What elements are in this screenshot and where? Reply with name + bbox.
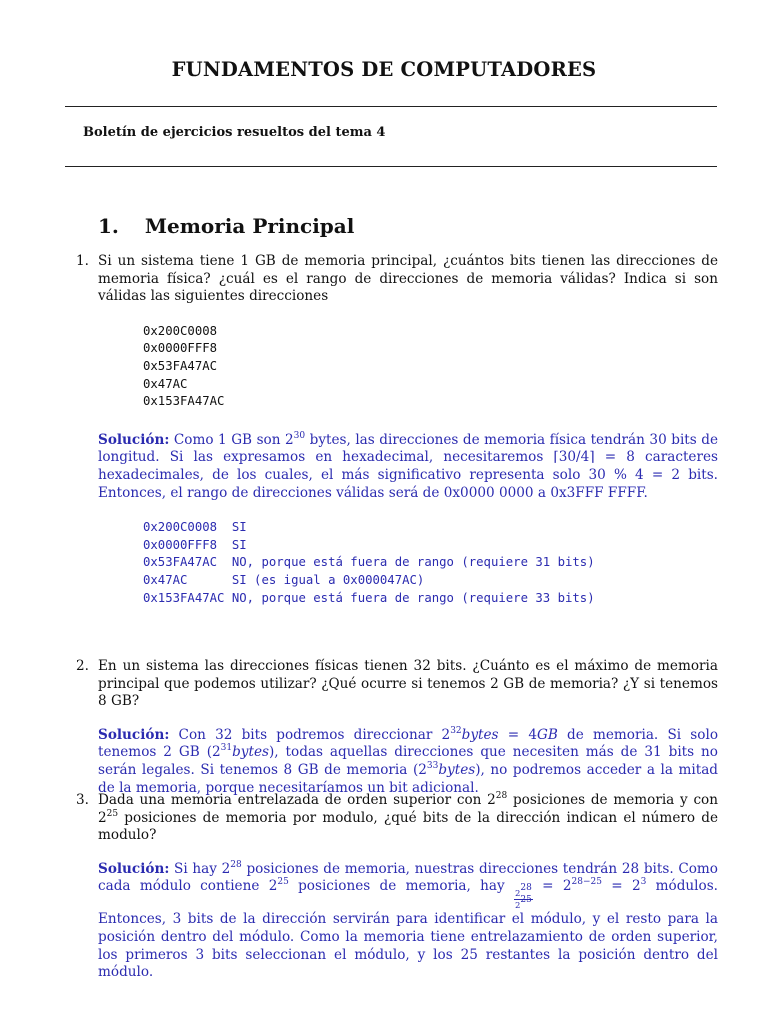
- document-subtitle: Boletín de ejercicios resueltos del tema 4: [83, 125, 386, 140]
- problem-2: [76, 658, 718, 797]
- problem-3: [76, 792, 718, 982]
- top-rule: [65, 106, 717, 107]
- solution-label: Solución:: [98, 431, 170, 448]
- problem-number: 1.: [76, 253, 89, 269]
- problem-number: 3.: [76, 792, 89, 808]
- answer-item: 0x0000FFF8 SI: [143, 537, 247, 552]
- solution-2: Solución: Con 32 bits podremos direccionar $2^{32}bytes = 4GB$ de memoria. Si solo tenemos 2 GB $(2^{31}bytes)$, todas aquellas direcciones que necesiten más de 31 bits no serán legales. Si tenemos 8 GB de memoria $(2^{33}bytes)$, no podremos acceder a la mitad de la memoria, porque necesitaríamos un bit adicional.: [98, 725, 719, 796]
- solution-3: Solución: Si hay $2^{28}$ posiciones de memoria, nuestras direcciones tendrán 28 bits. Como cada módulo contiene $2^{25}$ posiciones de memoria, hay $\frac{2^{28}}{2^{25}}$ = $2^{28-25} = 2^3$ módulos. Entonces, 3 bits de la dirección servirán para identificar el módulo, y el resto para la posición dentro del módulo. Como la memoria tiene entrelazamiento de orden superior, los primeros 3 bits seleccionan el módulo, y los 25 restantes la posición dentro del módulo.: [98, 859, 719, 981]
- answer-item: 0x200C0008 SI: [143, 520, 247, 535]
- address-item: 0x53FA47AC: [143, 358, 218, 373]
- answer-item: 0x53FA47AC NO, porque está fuera de rango (requiere 31 bits): [143, 555, 595, 570]
- solution-label: Solución:: [98, 860, 170, 877]
- problem-1: [76, 253, 718, 607]
- answer-item: 0x153FA47AC NO, porque está fuera de rango (requiere 33 bits): [143, 590, 595, 605]
- answer-list: [143, 519, 718, 607]
- bottom-rule: [65, 166, 717, 167]
- section-number: 1.: [98, 214, 119, 238]
- address-list: [143, 323, 718, 411]
- section-title: Memoria Principal: [144, 214, 355, 238]
- fraction: $\frac{2^{28}}{2^{25}}$: [515, 883, 532, 912]
- problem-number: 2.: [76, 658, 89, 674]
- address-item: 0x47AC: [143, 376, 188, 391]
- address-item: 0x0000FFF8: [143, 341, 218, 356]
- section-heading: [98, 214, 354, 238]
- problem-question: Si un sistema tiene 1 GB de memoria principal, ¿cuántos bits tienen las direcciones de memoria física? ¿cuál es el rango de direcciones de memoria válidas? Indica si son válidas las siguientes direcciones: [98, 253, 718, 305]
- problem-question: Dada una memoria entrelazada de orden superior con $2^{28}$ posiciones de memoria y con $2^{25}$ posiciones de memoria por modulo, ¿qué bits de la dirección indican el número de modulo?: [98, 791, 718, 844]
- problem-question: En un sistema las direcciones físicas tienen 32 bits. ¿Cuánto es el máximo de memoria principal que podemos utilizar? ¿Qué ocurre si tenemos 2 GB de memoria? ¿Y si tenemos 8 GB?: [98, 658, 718, 710]
- solution-label: Solución:: [98, 726, 170, 743]
- address-item: 0x200C0008: [143, 323, 218, 338]
- document-title: FUNDAMENTOS DE COMPUTADORES: [171, 58, 597, 81]
- answer-item: 0x47AC SI (es igual a 0x000047AC): [143, 572, 425, 587]
- address-item: 0x153FA47AC: [143, 394, 225, 409]
- solution-1: Solución: Como 1 GB son $2^{30}$ bytes, las direcciones de memoria física tendrán 30 bits de longitud. Si las expresamos en hexadecimal, necesitaremos ⌈30/4⌉ = 8 caracteres hexadecimales, de los cuales, el más significativo representa solo 30 % 4 = 2 bits. Entonces, el rango de direcciones válidas será de 0x0000 0000 a 0x3FFF FFFF.: [98, 430, 718, 501]
